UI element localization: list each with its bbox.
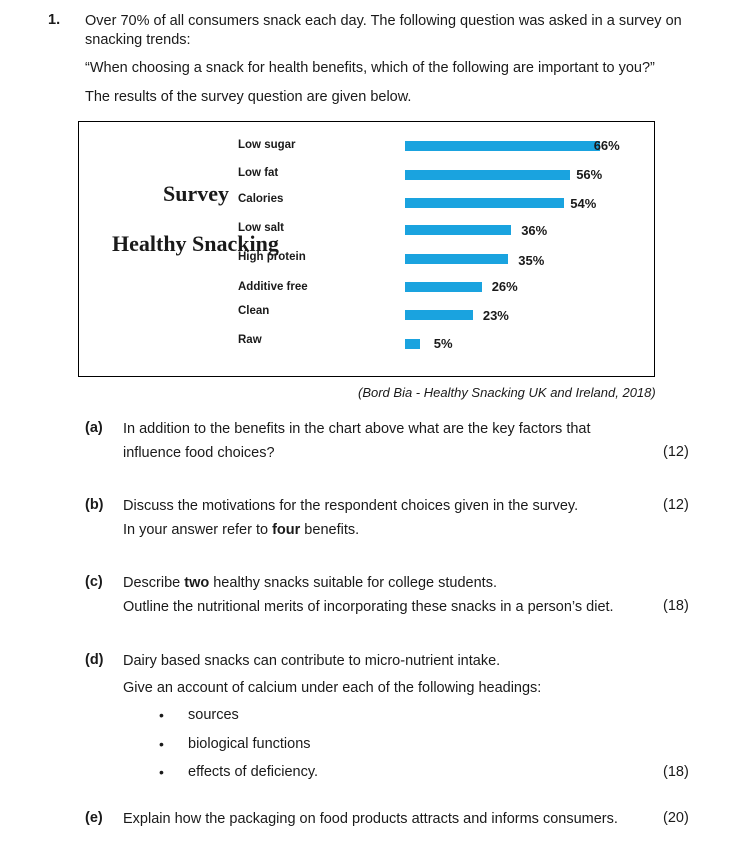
part-b-line-2-pre: In your answer refer to bbox=[123, 522, 273, 538]
chart-bar bbox=[405, 141, 600, 151]
part-e-line-1: Explain how the packaging on food products attracts and informs consumers. bbox=[123, 811, 618, 827]
bullet-icon: • bbox=[159, 736, 164, 752]
part-d-label: (d) bbox=[85, 652, 104, 668]
chart-category-label: Low sugar bbox=[238, 139, 296, 151]
part-d-bullet-3: effects of deficiency. bbox=[188, 764, 319, 780]
chart-bar bbox=[405, 170, 570, 180]
part-d-line-1: Dairy based snacks can contribute to micro-nutrient intake. bbox=[123, 653, 501, 669]
chart-category-label: High protein bbox=[238, 251, 306, 263]
part-a-line-1: In addition to the benefits in the chart above what are the key factors that bbox=[123, 421, 591, 437]
chart-category-label: Low salt bbox=[238, 222, 285, 234]
part-b-label: (b) bbox=[85, 497, 104, 513]
part-e-label: (e) bbox=[85, 810, 103, 826]
part-b-line-1: Discuss the motivations for the respondent choices given in the survey. bbox=[123, 498, 579, 514]
chart-source: (Bord Bia - Healthy Snacking UK and Ireland, 2018) bbox=[358, 385, 656, 400]
bullet-icon: • bbox=[159, 764, 164, 780]
part-b-marks: (12) bbox=[663, 497, 689, 513]
part-c-label: (c) bbox=[85, 574, 103, 590]
part-e-marks: (20) bbox=[663, 810, 689, 826]
chart-bar bbox=[405, 339, 420, 349]
part-a-line-2: influence food choices? bbox=[123, 445, 275, 461]
chart-category-label: Low fat bbox=[238, 167, 279, 179]
chart-category-label: Additive free bbox=[238, 281, 308, 293]
chart-value-label: 23% bbox=[482, 308, 509, 323]
part-c-marks: (18) bbox=[663, 598, 689, 614]
part-c-line-2: Outline the nutritional merits of incorporating these snacks in a person’s diet. bbox=[123, 599, 614, 615]
chart-value-label: 56% bbox=[576, 167, 603, 182]
survey-quote: “When choosing a snack for health benefits, which of the following are important to you?” bbox=[85, 60, 655, 76]
chart-value-label: 66% bbox=[593, 138, 620, 153]
intro-line-2: snacking trends: bbox=[85, 32, 191, 48]
chart-value-label: 54% bbox=[570, 196, 597, 211]
chart-category-label: Calories bbox=[238, 193, 284, 205]
chart-value-label: 5% bbox=[433, 336, 453, 351]
part-b-line-2-bold: four bbox=[272, 522, 301, 538]
chart-bar bbox=[405, 198, 564, 208]
question-number: 1. bbox=[48, 12, 61, 28]
part-d-line-2: Give an account of calcium under each of the following headings: bbox=[123, 680, 542, 696]
chart-category-label: Clean bbox=[238, 305, 270, 317]
chart-bar bbox=[405, 254, 508, 264]
part-a-label: (a) bbox=[85, 420, 103, 436]
chart-bar bbox=[405, 225, 511, 235]
chart-value-label: 36% bbox=[521, 223, 548, 238]
chart-category-label: Raw bbox=[238, 334, 262, 346]
part-c-line-1-pre: Describe bbox=[123, 575, 185, 591]
chart-title-line-2: Healthy Snacking bbox=[112, 231, 279, 256]
part-c-line-1 bbox=[123, 574, 497, 593]
bullet-icon: • bbox=[159, 707, 164, 723]
part-d-marks: (18) bbox=[663, 764, 689, 780]
chart-value-label: 35% bbox=[518, 253, 545, 268]
part-d-bullet-1: sources bbox=[188, 707, 239, 723]
chart-value-label: 26% bbox=[491, 279, 518, 294]
part-c-line-1-post: healthy snacks suitable for college students. bbox=[209, 575, 497, 591]
part-d-bullet-2: biological functions bbox=[188, 736, 311, 752]
chart-title-line-1: Survey bbox=[163, 181, 229, 206]
part-b-line-2 bbox=[123, 521, 359, 540]
intro-line-1: Over 70% of all consumers snack each day. The following question was asked in a survey on bbox=[85, 13, 682, 29]
part-a-marks: (12) bbox=[663, 444, 689, 460]
results-line: The results of the survey question are given below. bbox=[85, 89, 412, 105]
part-b-line-2-post: benefits. bbox=[300, 522, 360, 538]
chart-bar bbox=[405, 310, 473, 320]
chart-bar bbox=[405, 282, 482, 292]
part-c-line-1-bold: two bbox=[184, 575, 210, 591]
